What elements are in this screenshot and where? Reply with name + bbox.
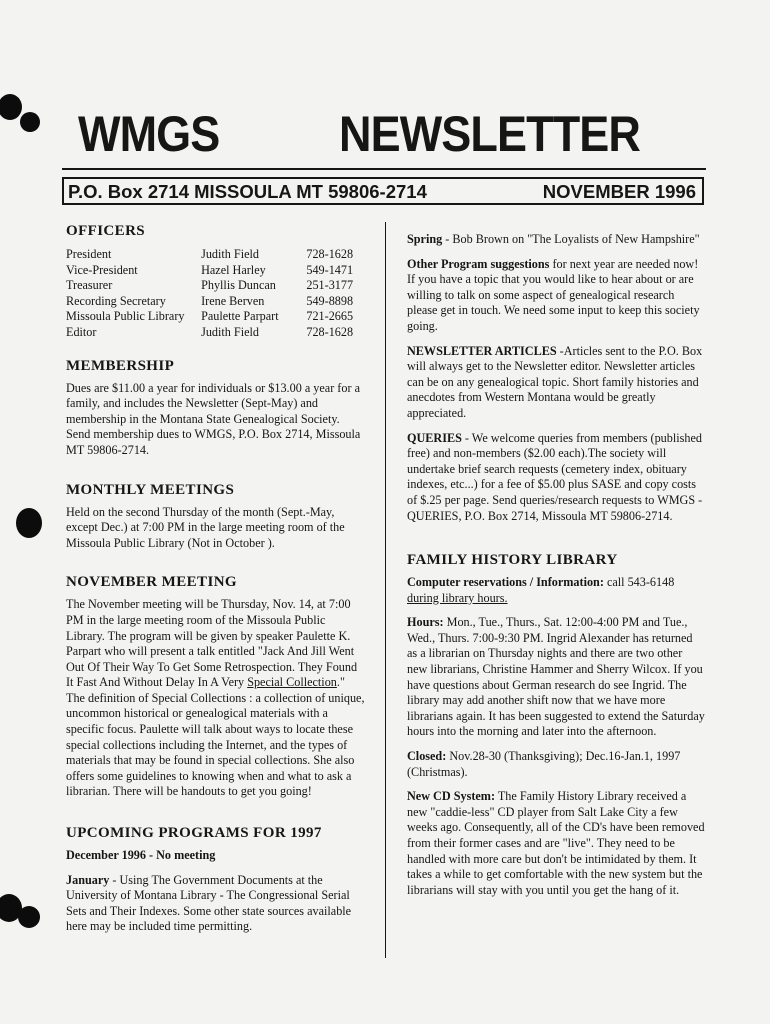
library-hours xyxy=(407,615,705,740)
cd-system-label: New CD System: xyxy=(407,789,496,804)
november-meeting-body xyxy=(66,597,366,800)
masthead-rule xyxy=(62,168,706,170)
masthead-title-left: WMGS xyxy=(78,106,220,162)
december-program: December 1996 - No meeting xyxy=(66,848,216,863)
officer-role: President xyxy=(66,247,112,261)
officer-name: Hazel Harley xyxy=(201,262,266,277)
officer-row xyxy=(66,247,366,263)
family-history-heading: FAMILY HISTORY LIBRARY xyxy=(407,552,618,569)
membership-section xyxy=(66,357,366,459)
officer-name: Phyllis Duncan xyxy=(201,278,276,293)
november-meeting-heading: NOVEMBER MEETING xyxy=(66,574,237,591)
membership-body: Dues are $11.00 a year for individuals or $13.00 a year for a family, and includes the Newsletter (Sept-May) and membership in the Montana State Genealogical Society. Send membership dues to WMGS, P.O. Box 2714, Missoula MT 59806-2714. xyxy=(66,380,361,457)
other-program-label: Other Program suggestions xyxy=(407,256,550,271)
officer-row xyxy=(66,263,366,279)
upcoming-programs-heading: UPCOMING PROGRAMS FOR 1997 xyxy=(66,825,322,842)
officer-row xyxy=(66,278,366,294)
issue-date: NOVEMBER 1996 xyxy=(542,181,696,202)
officer-phone: 728-1628 xyxy=(306,247,354,261)
queries-body: - We welcome queries from members (published free) and non-members ($2.00 each).The society will undertake brief search requests (cemetery index, obituary indexes, etc...) for a fee of $5.00 plus SASE and copy costs of $.25 per page. Send queries/research requests to WMGS -QUERIES, P.O. Box 2714, Missoula MT 59806-2714. xyxy=(407,430,703,523)
library-hours-link[interactable]: during library hours. xyxy=(407,590,508,605)
monthly-meetings-section xyxy=(66,481,366,552)
officer-role: Missoula Public Library xyxy=(66,309,185,324)
officer-row xyxy=(66,294,366,310)
officers-heading: OFFICERS xyxy=(66,223,146,239)
left-column xyxy=(66,222,366,935)
computer-reservations-label: Computer reservations / Information: xyxy=(407,575,604,590)
masthead-title-right: NEWSLETTER xyxy=(339,106,640,162)
computer-reservations xyxy=(407,575,705,606)
right-column xyxy=(407,232,705,898)
newsletter-articles-body: -Articles sent to the P.O. Box will always get to the Newsletter editor. Newsletter articles can be on any genealogical topic. Short family histories and anecdotes from Western Montana would be greatly appreciated. xyxy=(407,343,703,420)
officer-phone: 251-3177 xyxy=(306,278,354,293)
membership-heading: MEMBERSHIP xyxy=(66,357,175,374)
officer-row xyxy=(66,309,366,325)
officer-phone: 549-8898 xyxy=(306,293,354,308)
family-history-section xyxy=(407,551,705,898)
officer-name: Paulette Parpart xyxy=(201,309,279,324)
officer-phone: 721-2665 xyxy=(306,309,354,324)
address-bar xyxy=(62,177,704,205)
officer-role: Recording Secretary xyxy=(66,293,166,308)
computer-reservations-body: call 543-6148 xyxy=(603,575,675,590)
january-label: January xyxy=(66,872,110,887)
mailing-address: P.O. Box 2714 MISSOULA MT 59806-2714 xyxy=(68,181,427,202)
other-program-suggestions xyxy=(407,257,705,335)
other-program-body: for next year are needed now! If you have a topic that you would like to hear about or are willing to talk on some aspect of genealogical research please get in touch. We need some input to keep this society going. xyxy=(407,256,700,333)
november-meeting-section xyxy=(66,573,366,800)
monthly-meetings-heading: MONTHLY MEETINGS xyxy=(66,481,235,498)
spring-program xyxy=(407,232,705,248)
binder-hole-top-2 xyxy=(20,112,40,132)
special-collection-link[interactable]: Special Collection xyxy=(247,675,337,690)
hours-body: Mon., Tue., Thurs., Sat. 12:00-4:00 PM and Tue., Wed., Thurs. 7:00-9:30 PM. Ingrid Alexander has returned as a librarian on Thursday nights and there are two other new librarians, Christine Hammer and Sherry Wilcox. If you have questions about German research do see Ingrid. The library may add another shift now that we have more librarians again. It has been suggested to extend the Saturday hours into the morning and later into the afternoon. xyxy=(407,615,705,739)
officer-phone: 549-1471 xyxy=(306,262,354,277)
column-divider xyxy=(385,222,386,958)
queries xyxy=(407,431,705,525)
spring-body: - Bob Brown on "The Loyalists of New Hampshire" xyxy=(442,232,700,246)
officers-table xyxy=(66,247,366,341)
binder-hole-bottom-2 xyxy=(18,906,40,928)
officer-phone: 728-1628 xyxy=(306,324,354,339)
library-closed xyxy=(407,749,705,780)
officer-role: Vice-President xyxy=(66,262,138,277)
newsletter-articles xyxy=(407,344,705,422)
january-program xyxy=(66,873,366,935)
monthly-meetings-body: Held on the second Thursday of the month (Sept.-May, except Dec.) at 7:00 PM in the large meeting room of the Missoula Public Library (Not in October ). xyxy=(66,504,345,550)
closed-body: Nov.28-30 (Thanksgiving); Dec.16-Jan.1, 1997 (Christmas). xyxy=(407,749,681,779)
officer-name: Judith Field xyxy=(201,247,259,261)
november-meeting-text-2: ." The definition of Special Collections : a collection of unique, uncommon historical or genealogical materials with a specific focus. Paulette will talk about ways to locate these special collections including the Internet, and the types of materials that may be found in special collections. She also offers some guidelines to knowing when and what to ask a librarian. There will be handouts to get you going! xyxy=(66,675,365,799)
officers-section xyxy=(66,222,366,341)
january-body: - Using The Government Documents at the University of Montana Library - The Congressional Serial Sets and Their Indexes. Some other state sources available here may be included time permitting. xyxy=(66,872,352,934)
binder-hole-middle xyxy=(16,508,42,538)
officer-row xyxy=(66,325,366,341)
spring-label: Spring xyxy=(407,232,443,246)
closed-label: Closed: xyxy=(407,749,447,764)
newsletter-articles-label: NEWSLETTER ARTICLES xyxy=(407,343,557,358)
november-meeting-text-1: The November meeting will be Thursday, Nov. 14, at 7:00 PM in the large meeting room of the Missoula Public Library. The program will be given by speaker Paulette K. Parpart who will present a talk entitled "Jack And Jill Went Out Of Their Way To Get Some Retrospection. They Found It Fast And Without Delay In A Very xyxy=(66,597,358,690)
queries-label: QUERIES xyxy=(407,430,462,445)
officer-role: Treasurer xyxy=(66,278,113,293)
cd-system-body: The Family History Library received a new "caddie-less" CD player from Salt Lake City a few weeks ago. Consequently, all of the CD's have been removed from their former cases and are "live". They need to be handled with more care but don't be intimidated by them. It takes a while to get comfortable with the new system but the librarians will stay with you until you get the hang of it. xyxy=(407,789,705,897)
officer-role: Editor xyxy=(66,324,97,339)
hours-label: Hours: xyxy=(407,615,444,630)
officer-name: Irene Berven xyxy=(201,293,265,308)
upcoming-programs-section xyxy=(66,824,366,935)
new-cd-system xyxy=(407,789,705,898)
binder-hole-top xyxy=(0,94,22,120)
officer-name: Judith Field xyxy=(201,324,259,339)
